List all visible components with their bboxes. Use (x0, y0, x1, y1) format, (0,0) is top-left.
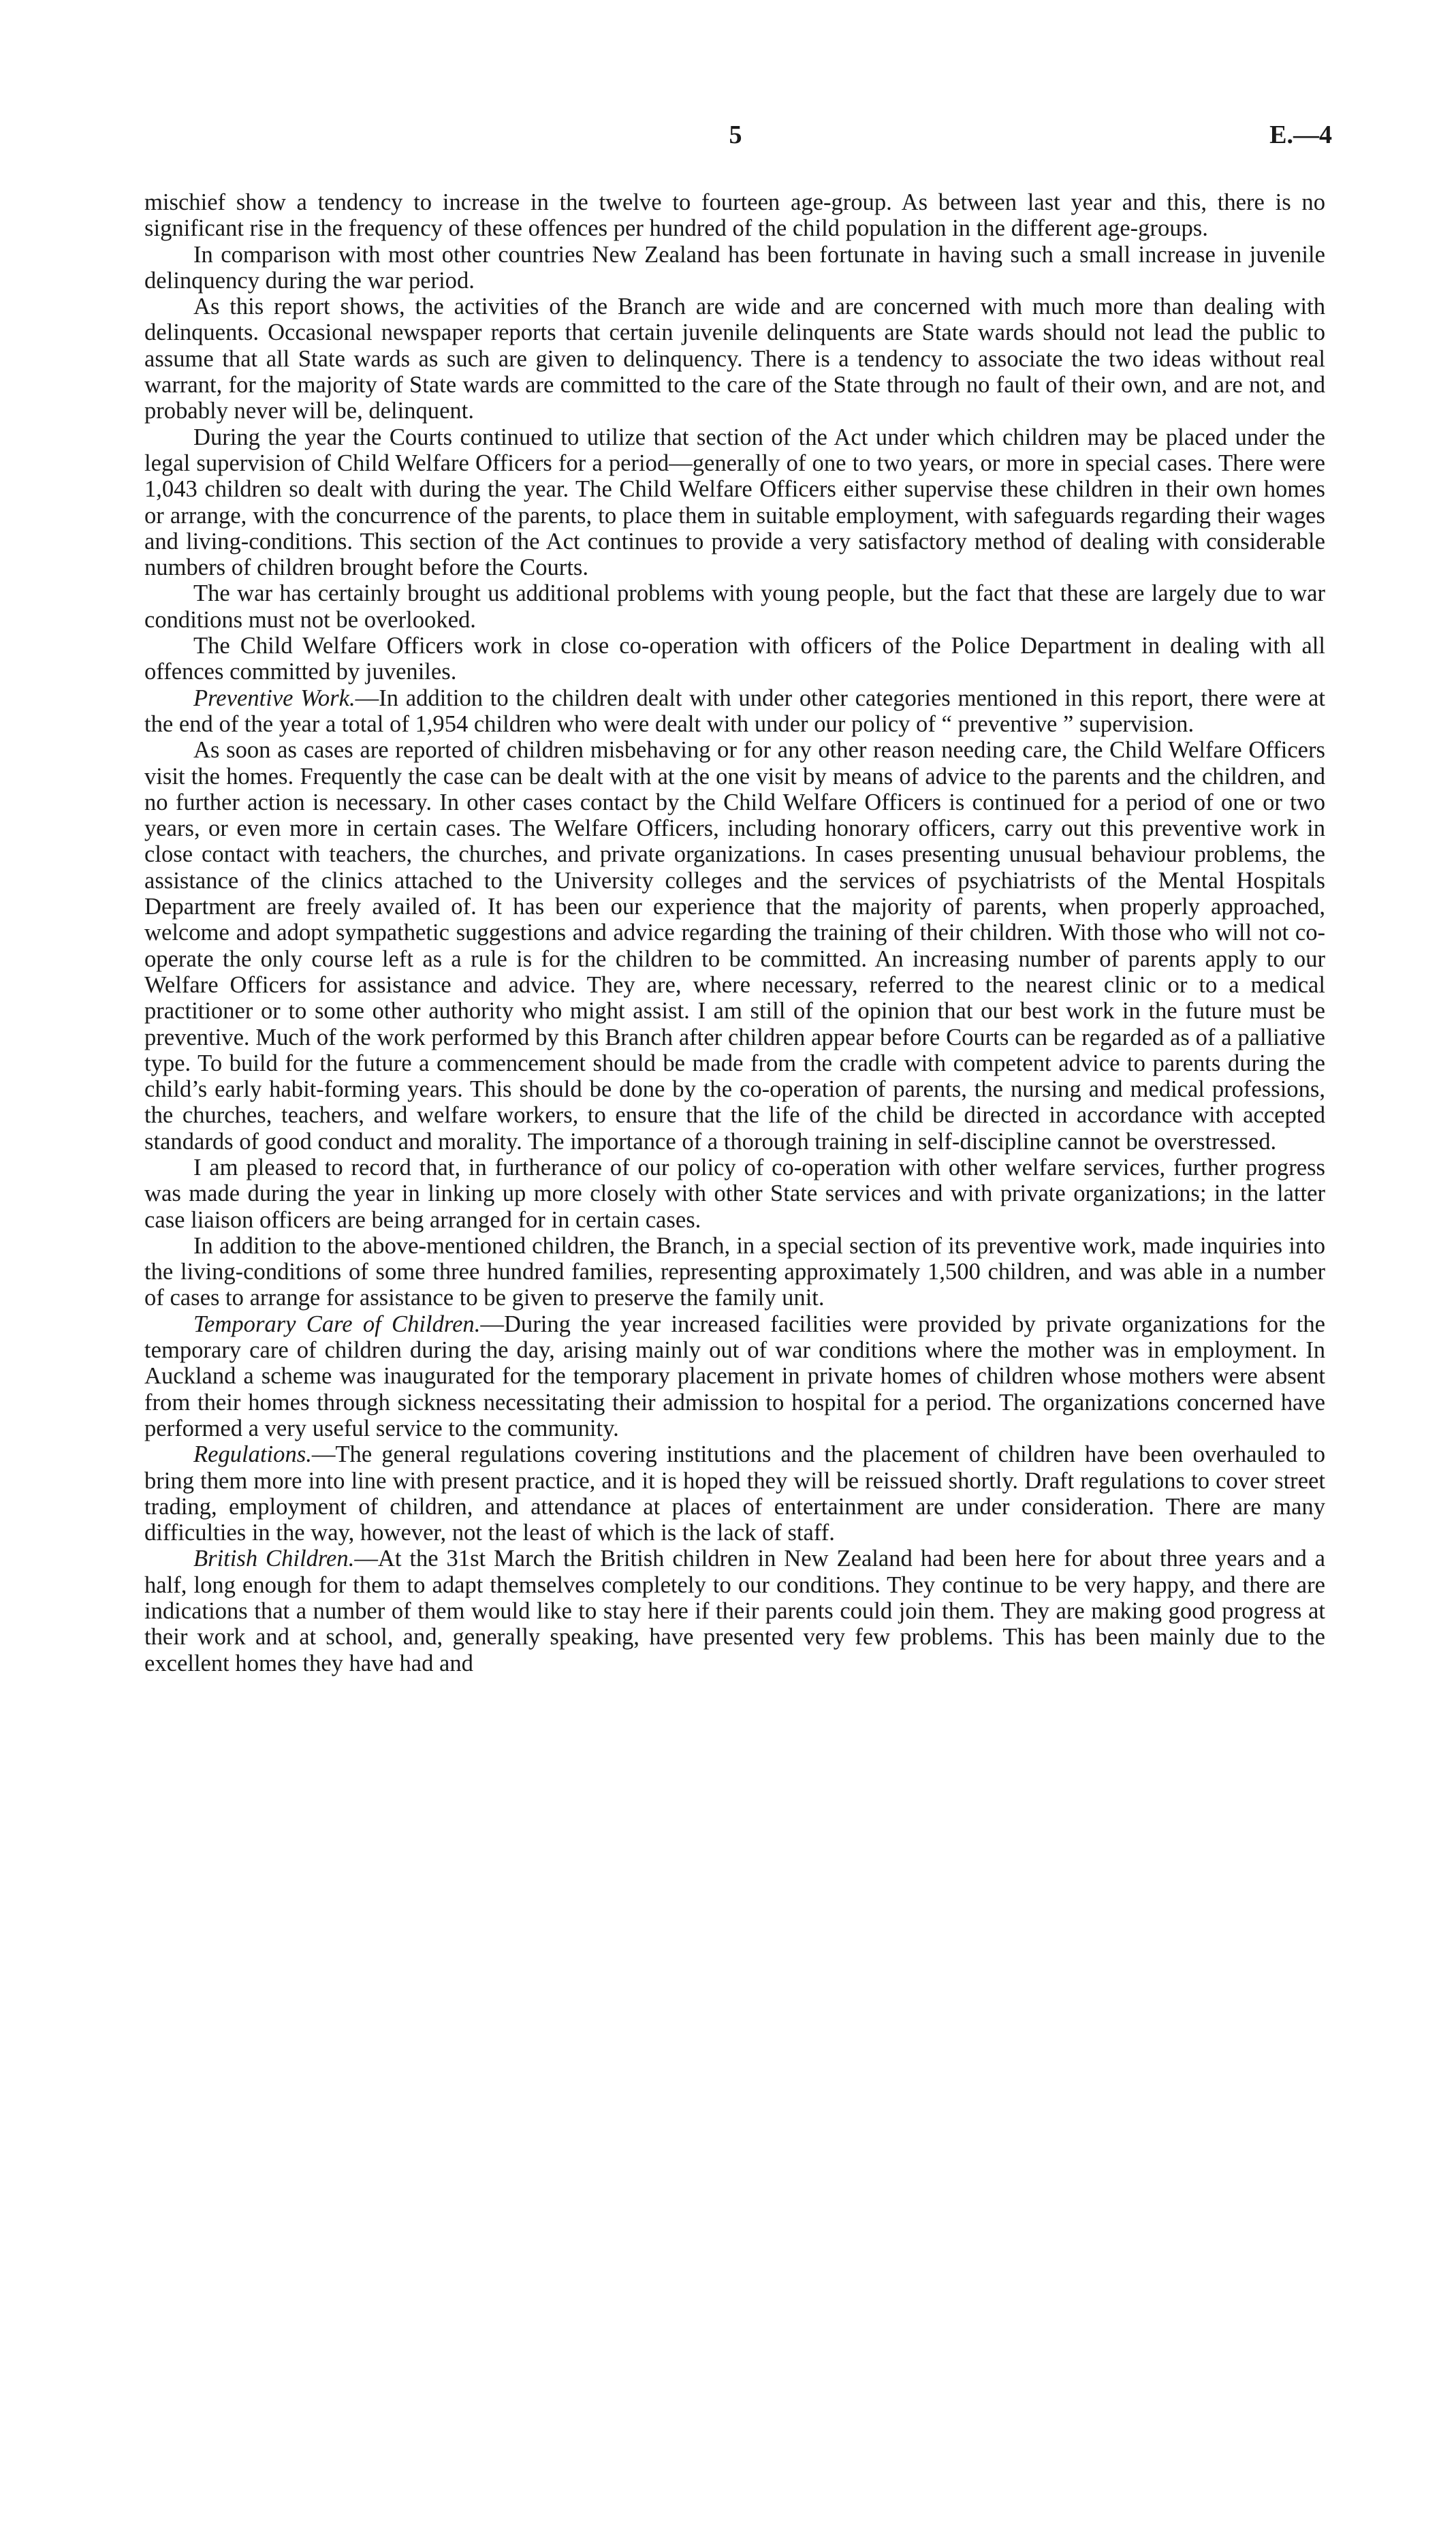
paragraph: The Child Welfare Officers work in close co-operation with officers of the Police Department in dealing with all offences committed by juveniles. (144, 633, 1325, 685)
paragraph: As this report shows, the activities of the Branch are wide and are concerned with much more than dealing with delinquents. Occasional newspaper reports that certain juvenile delinquents are State wards should not lead the public to assume that all State wards as such are given to delinquency. There is a tendency to associate the two ideas without real warrant, for the majority of State wards are committed to the care of the State through no fault of their own, and are not, and probably never will be, delinquent. (144, 294, 1325, 424)
paragraph: mischief show a tendency to increase in the twelve to fourteen age-group. As between last year and this, there is no significant rise in the frequency of these offences per hundred of the child population in the different age-groups. (144, 189, 1325, 242)
paragraph: In comparison with most other countries New Zealand has been fortunate in having such a small increase in juvenile delinquency during the war period. (144, 241, 1325, 294)
section-heading: Preventive Work. (193, 685, 355, 711)
paragraph: During the year the Courts continued to utilize that section of the Act under which children may be placed under the legal supervision of Child Welfare Officers for a period—generally of one to two years, or more in special cases. There were 1,043 children so dealt with during the year. The Child Welfare Officers either supervise these children in their own homes or arrange, with the concurrence of the parents, to place them in suitable employment, with safeguards regarding their wages and living-conditions. This section of the Act continues to provide a very satisfactory method of dealing with considerable numbers of children brought before the Courts. (144, 424, 1325, 581)
section-heading: British Children. (193, 1546, 355, 1572)
paragraph: British Children.—At the 31st March the British children in New Zealand had been here for about three years and a half, long enough for them to adapt themselves completely to our conditions. They continue to be very happy, and there are indications that a number of them would like to stay here if their parents could join them. They are making good progress at their work and at school, and, generally speaking, have presented very few problems. This has been mainly due to the excellent homes they have had and (144, 1546, 1325, 1676)
page-number: 5 (729, 121, 742, 149)
paragraph: Preventive Work.—In addition to the children dealt with under other categories mentioned in this report, there were at the end of the year a total of 1,954 children who were dealt with under our policy of “ preventive ” supervision. (144, 685, 1325, 737)
paragraph: Temporary Care of Children.—During the year increased facilities were provided by private organizations for the temporary care of children during the day, arising mainly out of war conditions where the mother was in employment. In Auckland a scheme was inaugurated for the temporary placement in private homes of children whose mothers were absent from their homes through sickness necessitating their admission to hospital for a period. The organizations concerned have performed a very useful service to the community. (144, 1311, 1326, 1441)
paragraph: As soon as cases are reported of children misbehaving or for any other reason needing care, the Child Welfare Officers visit the homes. Frequently the case can be dealt with at the one visit by means of advice to the parents and the children, and no further action is necessary. In other cases contact by the Child Welfare Officers is continued for a period of one or two years, or even more in certain cases. The Welfare Officers, including honorary officers, carry out this preventive work in close contact with teachers, the churches, and private organizations. In cases presenting unusual behaviour problems, the assistance of the clinics attached to the University colleges and the services of psychiatrists of the Mental Hospitals Department are freely availed of. It has been our experience that the majority of parents, when properly approached, welcome and adopt sympathetic suggestions and advice regarding the training of their children. With those who will not co-operate the only course left as a rule is for the children to be committed. An increasing number of parents apply to our Welfare Officers for assistance and advice. They are, where necessary, referred to the nearest clinic or to a medical practitioner or to some other authority who might assist. I am still of the opinion that our best work in the future must be preventive. Much of the work performed by this Branch after children appear before Courts can be regarded as of a palliative type. To build for the future a commencement should be made from the cradle with competent advice to parents during the child’s early habit-forming years. This should be done by the co-operation of parents, the nursing and medical professions, the churches, teachers, and welfare workers, to ensure that the life of the child be directed in accordance with accepted standards of good conduct and morality. The importance of a thorough training in self-discipline cannot be overstressed. (144, 737, 1325, 1155)
section-heading: Regulations. (193, 1441, 312, 1468)
body-text (144, 189, 1325, 1676)
paragraph: I am pleased to record that, in furtherance of our policy of co-operation with other welfare services, further progress was made during the year in linking up more closely with other State services and with private organizations; in the latter case liaison officers are being arranged for in certain cases. (144, 1154, 1325, 1233)
paragraph: In addition to the above-mentioned children, the Branch, in a special section of its preventive work, made inquiries into the living-conditions of some three hundred families, representing approximately 1,500 children, and was able in a number of cases to arrange for assistance to be given to preserve the family unit. (144, 1232, 1325, 1311)
document-reference: E.—4 (1269, 121, 1332, 149)
paragraph: The war has certainly brought us additional problems with young people, but the fact that these are largely due to war conditions must not be overlooked. (144, 580, 1325, 633)
section-heading: Temporary Care of Children. (193, 1311, 481, 1337)
paragraph: Regulations.—The general regulations covering institutions and the placement of children have been overhauled to bring them more into line with present practice, and it is hoped they will be reissued shortly. Draft regulations to cover street trading, employment of children, and attendance at places of entertainment are under consideration. There are many difficulties in the way, however, not the least of which is the lack of staff. (144, 1441, 1325, 1546)
